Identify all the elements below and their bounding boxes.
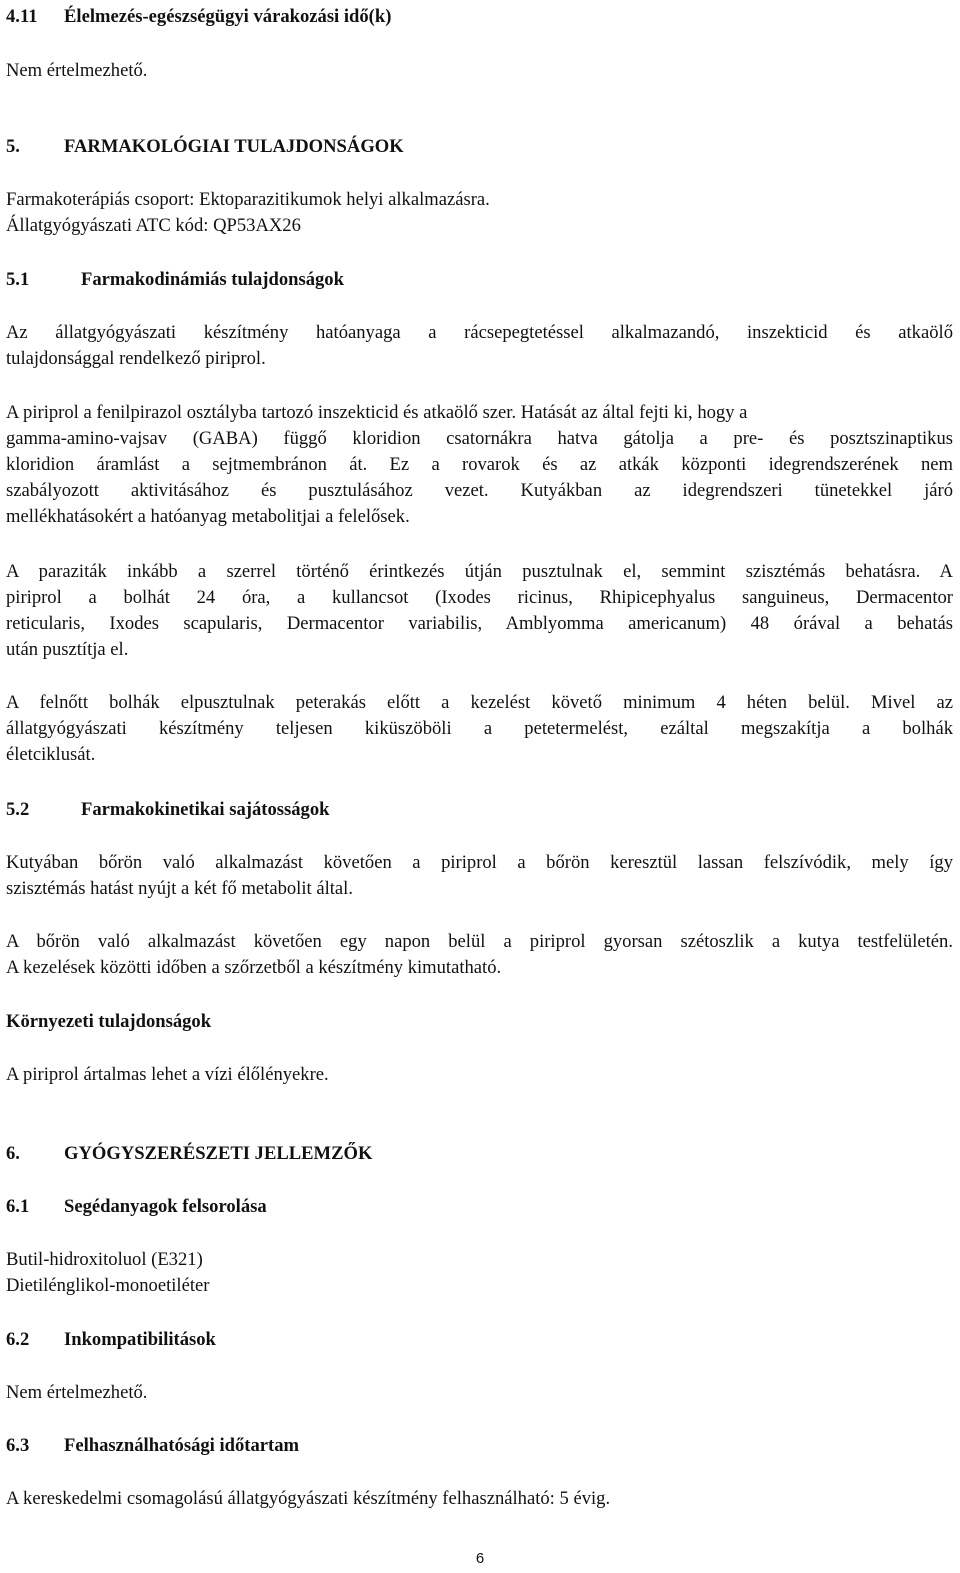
environmental-text: A piriprol ártalmas lehet a vízi élőlényekre. [6, 1064, 329, 1085]
paragraph-line: reticularis, Ixodes scapularis, Dermacentor variabilis, Amblyomma americanum) 48 órával a behatás [6, 613, 953, 634]
environmental-heading: Környezeti tulajdonságok [6, 1011, 212, 1032]
paragraph-line: szisztémás hatást nyújt a két fő metabolit által. [6, 878, 353, 899]
excipient-item: Dietilénglikol-monoetiléter [6, 1275, 210, 1296]
paragraph-line: A felnőtt bolhák elpusztulnak peterakás előtt a kezelést követő minimum 4 héten belül. Mivel az [6, 692, 953, 713]
paragraph-line: állatgyógyászati készítmény teljesen kiküszöböli a petetermelést, ezáltal megszakítja a bolhák [6, 718, 953, 739]
section-6-heading: 6. GYÓGYSZERÉSZETI JELLEMZŐK [6, 1143, 373, 1164]
paragraph-line: A piriprol a fenilpirazol osztályba tartozó inszekticid és atkaölő szer. Hatását az által fejti ki, hogy a [6, 402, 748, 423]
section-6-2-text: Nem értelmezhető. [6, 1382, 148, 1403]
section-5-heading: 5. FARMAKOLÓGIAI TULAJDONSÁGOK [6, 136, 404, 157]
section-6-3-heading: 6.3 Felhasználhatósági időtartam [6, 1435, 300, 1456]
section-6-2-heading: 6.2 Inkompatibilitások [6, 1329, 216, 1350]
paragraph-line: piriprol a bolhát 24 óra, a kullancsot (Ixodes ricinus, Rhipicephyalus sanguineus, Dermacentor [6, 587, 953, 608]
section-5-2-heading: 5.2 Farmakokinetikai sajátosságok [6, 799, 330, 820]
paragraph-line: után pusztítja el. [6, 639, 129, 660]
paragraph-line: Kutyában bőrön való alkalmazást követően a piriprol a bőrön keresztül lassan felszívódik, mely így [6, 852, 953, 873]
pharmacotherapeutic-group: Farmakoterápiás csoport: Ektoparazitikumok helyi alkalmazásra. [6, 189, 490, 210]
paragraph-line: A bőrön való alkalmazást követően egy napon belül a piriprol gyorsan szétoszlik a kutya testfelületén. [6, 931, 953, 952]
paragraph-line: életciklusát. [6, 744, 96, 765]
paragraph-line: tulajdonsággal rendelkező piriprol. [6, 348, 266, 369]
section-4-11-heading: 4.11 Élelmezés-egészségügyi várakozási idő(k) [6, 6, 392, 27]
paragraph-line: A kezelések közötti időben a szőrzetből a készítmény kimutatható. [6, 957, 502, 978]
paragraph-line: szabályozott aktivitásához és pusztulásához vezet. Kutyákban az idegrendszeri tünetekkel járó [6, 480, 953, 501]
section-6-3-text: A kereskedelmi csomagolású állatgyógyászati készítmény felhasználható: 5 évig. [6, 1488, 611, 1509]
section-5-1-heading: 5.1 Farmakodinámiás tulajdonságok [6, 269, 344, 290]
paragraph-line: Az állatgyógyászati készítmény hatóanyaga a rácsepegtetéssel alkalmazandó, inszekticid és atkaölő [6, 322, 953, 343]
paragraph-line: mellékhatásokért a hatóanyag metabolitjai a felelősek. [6, 506, 410, 527]
excipient-item: Butil-hidroxitoluol (E321) [6, 1249, 203, 1270]
section-4-11-text: Nem értelmezhető. [6, 60, 148, 81]
section-6-1-heading: 6.1 Segédanyagok felsorolása [6, 1196, 267, 1217]
paragraph-line: gamma-amino-vajsav (GABA) függő kloridion csatornákra hatva gátolja a pre- és posztszinaptikus [6, 428, 953, 449]
paragraph-line: kloridion áramlást a sejtmembránon át. Ez a rovarok és az atkák központi idegrendszerének nem [6, 454, 953, 475]
page-number: 6 [475, 1550, 485, 1567]
paragraph-line: A paraziták inkább a szerrel történő érintkezés útján pusztulnak el, semmint szisztémás behatásra. A [6, 561, 953, 582]
atc-code: Állatgyógyászati ATC kód: QP53AX26 [6, 215, 301, 236]
